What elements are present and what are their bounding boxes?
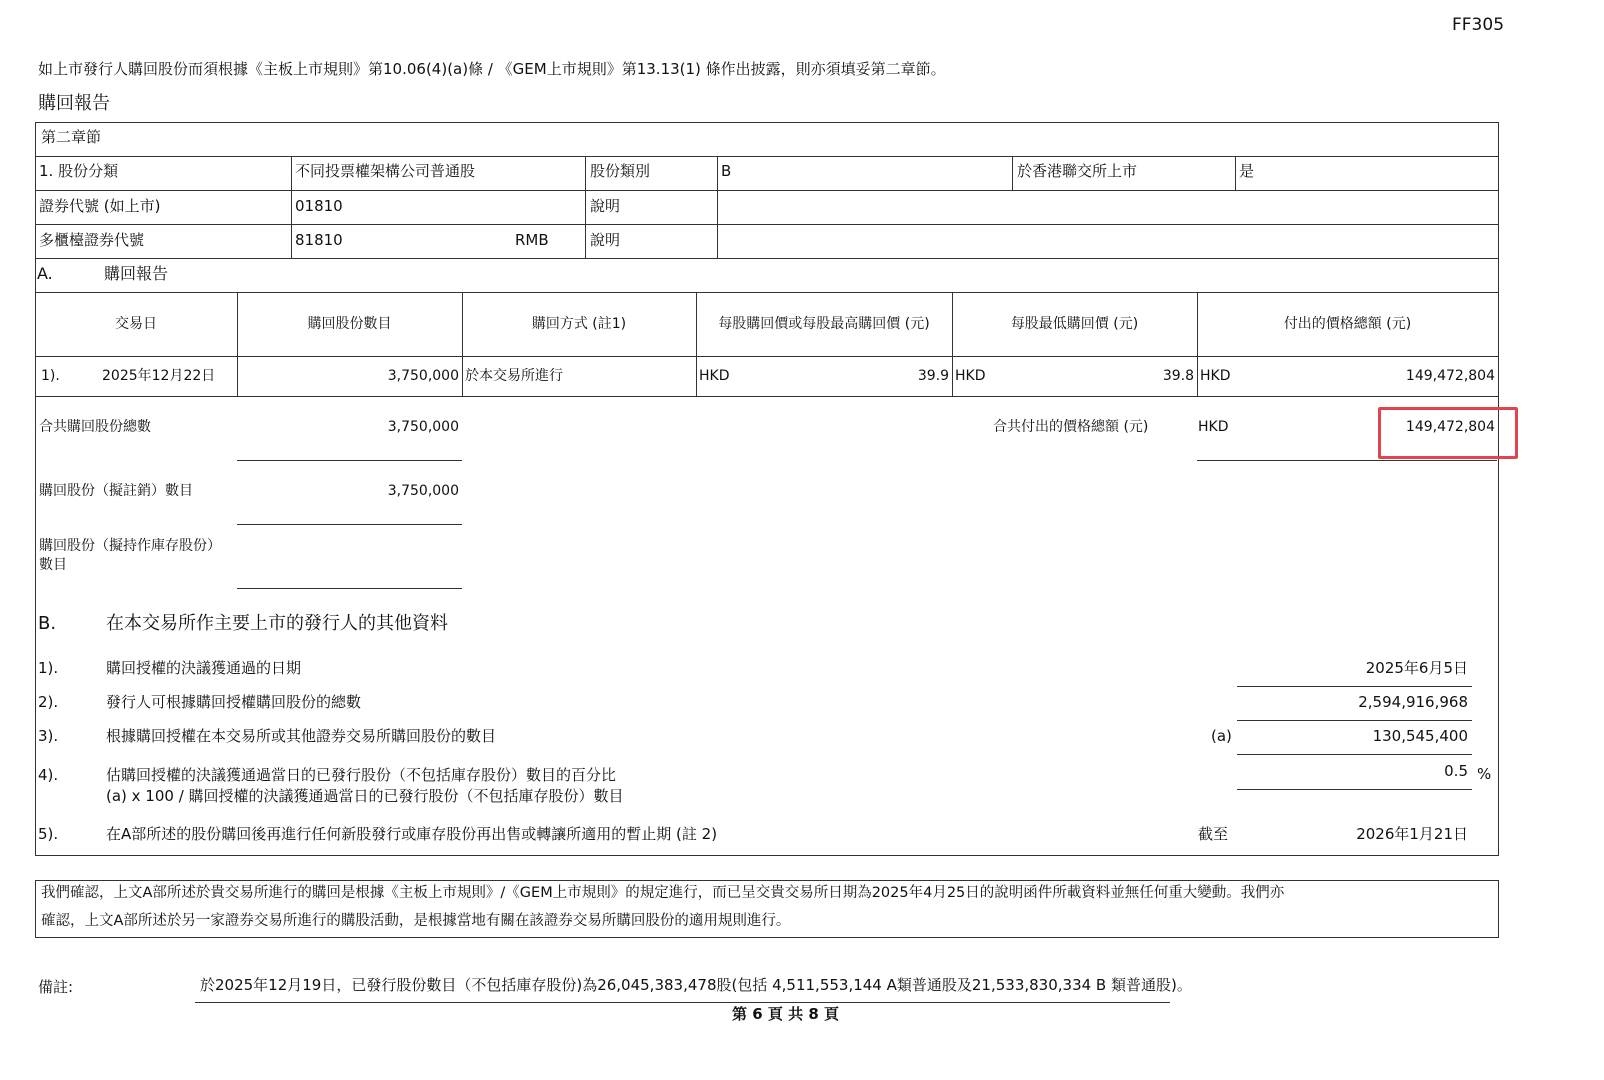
divider [35, 396, 1498, 397]
note-label: 備註: [38, 978, 74, 996]
item-number: 3). [38, 727, 59, 745]
multi-counter-label: 多櫃檯證券代號 [39, 231, 145, 249]
header-total-paid: 付出的價格總額 (元) [1283, 316, 1412, 332]
item-prefix: (a) [1211, 727, 1232, 745]
item-number: 5). [38, 825, 59, 843]
divider [291, 156, 292, 258]
divider [35, 356, 1498, 357]
divider [35, 258, 1498, 259]
stock-code-label: 證券代號 (如上市) [39, 197, 161, 215]
underline [1237, 754, 1472, 755]
treasury-label-2: 數目 [39, 557, 67, 573]
underline [237, 524, 462, 525]
description-label: 說明 [590, 197, 621, 215]
note-text: 於2025年12月19日，已發行股份數目（不包括庫存股份)為26,045,383,478股(包括 4,511,553,144 A類普通股及21,533,830,334 B 類普通股)。 [200, 976, 1192, 994]
item-value: 0.5 [1444, 762, 1468, 780]
cancel-value: 3,750,000 [387, 483, 459, 499]
stock-code-value: 01810 [295, 197, 343, 215]
divider [35, 292, 1498, 293]
divider [585, 156, 586, 258]
row-low-currency: HKD [955, 368, 986, 384]
header-method: 購回方式 (註1) [531, 316, 627, 332]
item-label-2: (a) x 100 / 購回授權的決議獲通過當日的已發行股份（不包括庫存股份）數目 [106, 787, 624, 805]
item-number: 4). [38, 766, 59, 784]
total-shares-value: 3,750,000 [387, 419, 459, 435]
divider [237, 292, 238, 396]
divider [1012, 156, 1013, 190]
item-value: 2025年6月5日 [1365, 659, 1468, 677]
header-trade-date: 交易日 [115, 316, 157, 332]
item-value: 2,594,916,968 [1358, 693, 1468, 711]
divider [952, 292, 953, 396]
row-low-price: 39.8 [1162, 368, 1194, 384]
section-a-letter: A. [37, 264, 53, 283]
divider [35, 156, 1498, 157]
item-number: 2). [38, 693, 59, 711]
underline [1237, 789, 1472, 790]
highlight-box [1378, 407, 1518, 459]
underline [1237, 686, 1472, 687]
divider [1197, 292, 1198, 396]
header-shares: 購回股份數目 [307, 316, 392, 332]
divider [1235, 156, 1236, 190]
row-total-paid: 149,472,804 [1405, 368, 1495, 384]
confirmation-text: 我們確認，上文A部所述於貴交易所進行的購回是根據《主板上市規則》/《GEM上市規則》的規定進行，而已呈交貴交易所日期為2025年4月25日的說明函件所載資料並無任何重大變動。我們亦 [41, 885, 1285, 901]
item-value: 2026年1月21日 [1356, 825, 1468, 843]
header-low-price: 每股最低購回價 (元) [1010, 316, 1139, 332]
row-high-price: 39.9 [917, 368, 949, 384]
item-suffix: % [1477, 765, 1492, 783]
footer-line [195, 1002, 1170, 1003]
divider [462, 292, 463, 396]
share-class-label: 1. 股份分類 [39, 162, 119, 180]
section-a-title: 購回報告 [104, 264, 169, 283]
intro-text: 如上市發行人購回股份而須根據《主板上市規則》第10.06(4)(a)條 / 《GEM上市規則》第13.13(1) 條作出披露，則亦須填妥第二章節。 [38, 60, 946, 78]
item-label: 在A部所述的股份購回後再進行任何新股發行或庫存股份再出售或轉讓所適用的暫止期 (註 2) [106, 825, 718, 843]
item-label: 估購回授權的決議獲通過當日的已發行股份（不包括庫存股份）數目的百分比 [106, 766, 617, 784]
page-indicator: 第 6 頁 共 8 頁 [732, 1005, 839, 1023]
multi-counter-currency: RMB [515, 231, 549, 249]
item-number: 1). [38, 659, 59, 677]
section-b-title: 在本交易所作主要上市的發行人的其他資料 [106, 613, 448, 634]
section-b-letter: B. [38, 613, 57, 634]
cancel-label: 購回股份（擬註銷）數目 [39, 483, 193, 499]
total-paid-currency: HKD [1198, 419, 1229, 435]
underline [1237, 720, 1472, 721]
row-total-currency: HKD [1200, 368, 1231, 384]
confirmation-text-2: 確認，上文A部所述於另一家證券交易所進行的購股活動，是根據當地有關在該證券交易所購回股份的適用規則進行。 [41, 913, 791, 929]
item-value: 130,545,400 [1372, 727, 1468, 745]
share-type-value: B [721, 162, 732, 180]
divider [35, 224, 1498, 225]
divider [717, 156, 718, 258]
row-high-currency: HKD [699, 368, 730, 384]
share-class-value: 不同投票權架構公司普通股 [295, 162, 476, 180]
divider [696, 292, 697, 396]
divider [35, 190, 1498, 191]
listed-label: 於香港聯交所上市 [1017, 162, 1138, 180]
description-label: 說明 [590, 231, 621, 249]
form-code: FF305 [1452, 15, 1505, 35]
row-method: 於本交易所進行 [465, 368, 563, 384]
row-number: 1). [41, 368, 60, 384]
underline [237, 588, 462, 589]
treasury-label: 購回股份（擬持作庫存股份） [39, 538, 221, 554]
section2-title: 第二章節 [41, 128, 102, 146]
report-title: 購回報告 [38, 93, 110, 114]
total-paid-value: 149,472,804 [1405, 419, 1495, 435]
item-label: 發行人可根據購回授權購回股份的總數 [106, 693, 362, 711]
share-type-label: 股份類別 [590, 162, 651, 180]
header-high-price: 每股購回價或每股最高購回價 (元) [718, 316, 930, 332]
row-date: 2025年12月22日 [102, 368, 216, 384]
item-label: 購回授權的決議獲通過的日期 [106, 659, 302, 677]
total-shares-label: 合共購回股份總數 [39, 419, 151, 435]
multi-counter-value: 81810 [295, 231, 343, 249]
underline [237, 460, 462, 461]
row-shares: 3,750,000 [387, 368, 459, 384]
listed-value: 是 [1239, 162, 1255, 180]
underline [1197, 460, 1497, 461]
total-paid-label: 合共付出的價格總額 (元) [993, 419, 1149, 435]
item-prefix: 截至 [1198, 825, 1229, 843]
item-label: 根據購回授權在本交易所或其他證券交易所購回股份的數目 [106, 727, 497, 745]
